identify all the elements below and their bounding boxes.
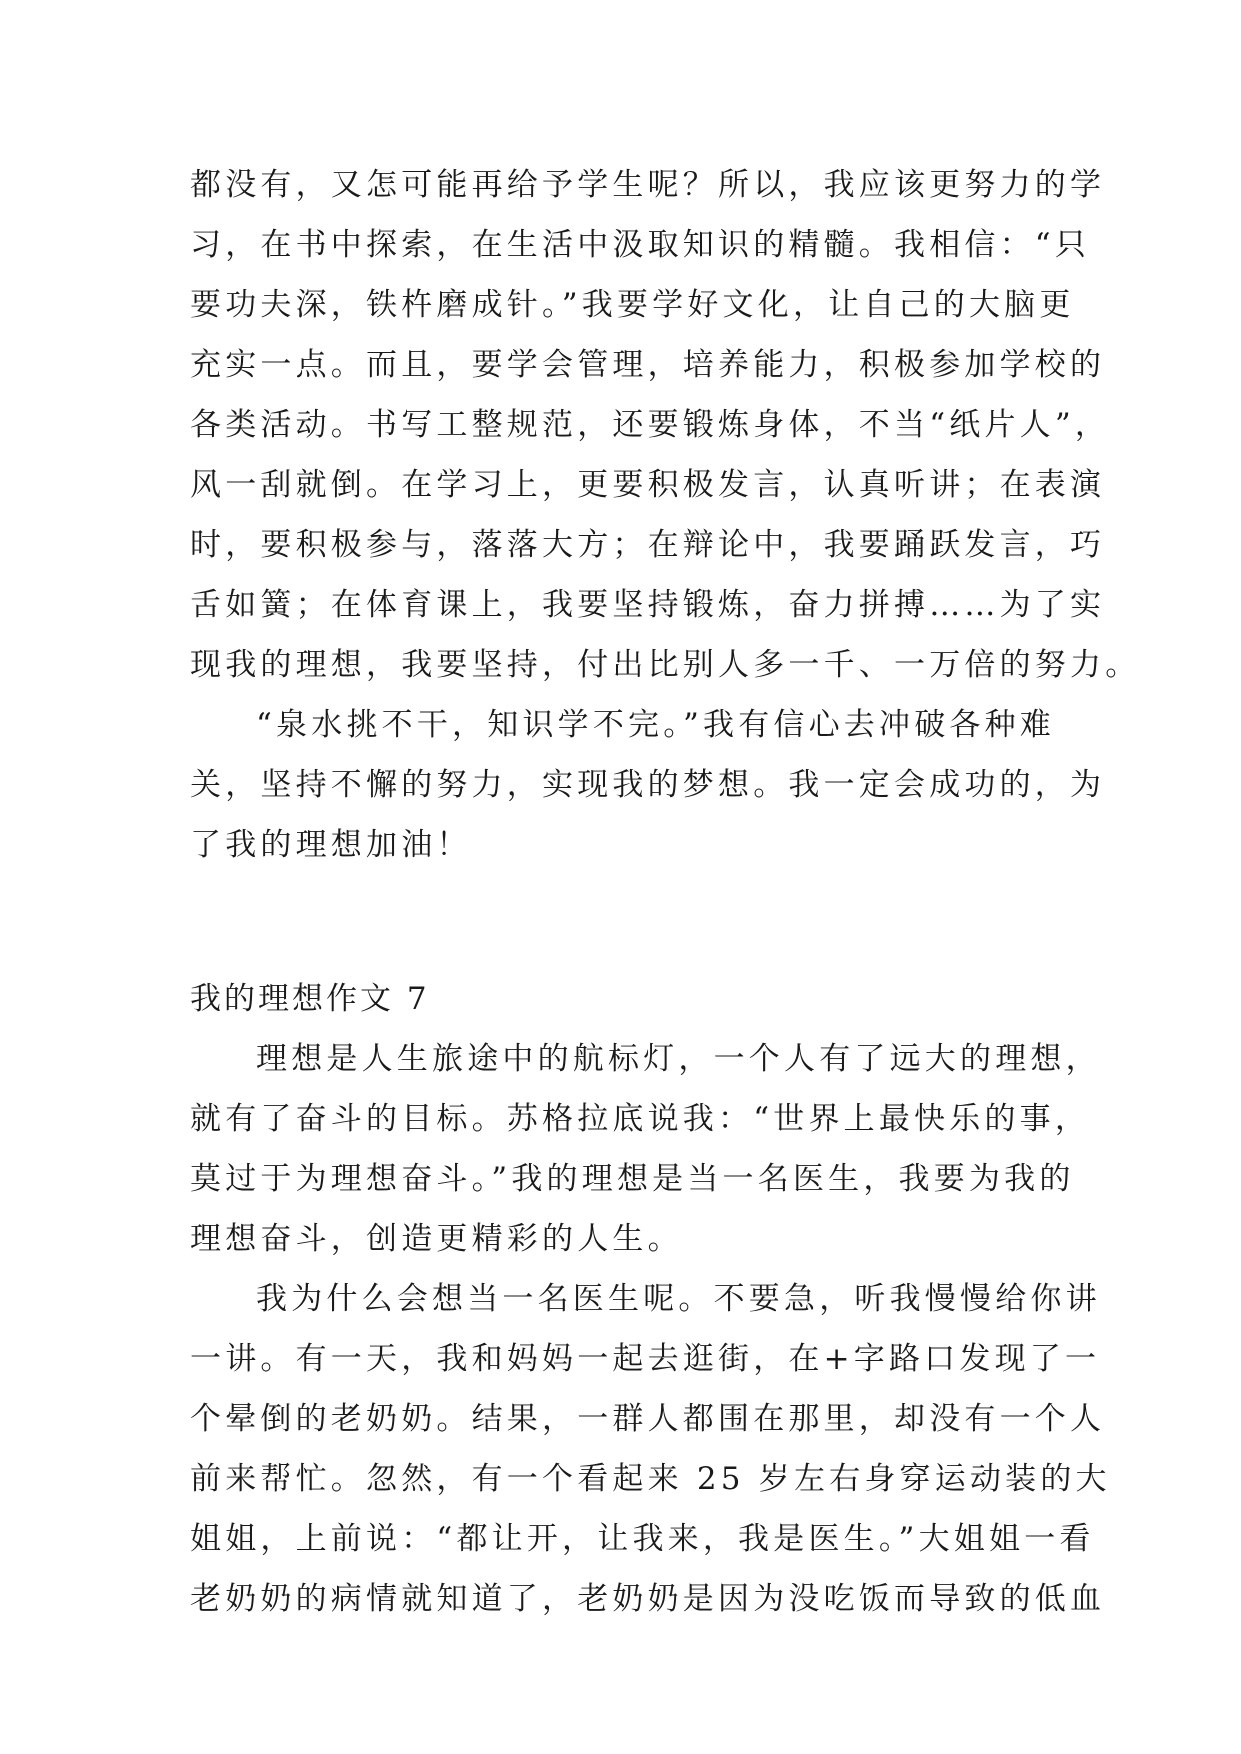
text-line: 姐姐，上前说：“都让开，让我来，我是医生。”大姐姐一看 (190, 1521, 1095, 1557)
text-line: 了我的理想加油！ (190, 827, 472, 863)
text-line: 前来帮忙。忽然，有一个看起来 25 岁左右身穿运动装的大 (190, 1461, 1111, 1497)
text-line: 一讲。有一天，我和妈妈一起去逛街，在+字路口发现了一 (190, 1341, 1101, 1377)
text-line: 关，坚持不懈的努力，实现我的梦想。我一定会成功的，为 (190, 767, 1106, 803)
text-line: 风一刮就倒。在学习上，更要积极发言，认真听讲；在表演 (190, 467, 1106, 503)
text-line: 我为什么会想当一名医生呢。不要急，听我慢慢给你讲 (256, 1281, 1101, 1317)
text-line: 充实一点。而且，要学会管理，培养能力，积极参加学校的 (190, 347, 1106, 383)
text-line: 习，在书中探索，在生活中汲取知识的精髓。我相信：“只 (190, 227, 1091, 263)
text-line: 理想奋斗，创造更精彩的人生。 (190, 1221, 683, 1257)
text-line: 舌如簧；在体育课上，我要坚持锻炼，奋力拼搏……为了实 (190, 587, 1106, 623)
paragraph-conclusion (190, 695, 1106, 875)
text-line: 各类活动。书写工整规范，还要锻炼身体，不当“纸片人”， (190, 407, 1111, 443)
text-line: 都没有，又怎可能再给予学生呢？所以，我应该更努力的学 (190, 167, 1106, 203)
text-line: 时，要积极参与，落落大方；在辩论中，我要踊跃发言，巧 (190, 527, 1106, 563)
text-line: 理想是人生旅途中的航标灯，一个人有了远大的理想， (256, 1041, 1101, 1077)
text-line: 现我的理想，我要坚持，付出比别人多一千、一万倍的努力。 (190, 647, 1141, 683)
text-line: 就有了奋斗的目标。苏格拉底说我：“世界上最快乐的事， (190, 1101, 1091, 1137)
section-spacer (190, 875, 1060, 969)
paragraph-story (190, 1269, 1111, 1629)
paragraph-continued (190, 155, 1141, 695)
text-line: 老奶奶的病情就知道了，老奶奶是因为没吃饭而导致的低血 (190, 1581, 1106, 1617)
essay-title: 我的理想作文 7 (190, 981, 430, 1017)
text-line: “泉水挑不干，知识学不完。”我有信心去冲破各种难 (256, 707, 1055, 743)
document-body (190, 155, 1141, 1629)
text-line: 个晕倒的老奶奶。结果，一群人都围在那里，却没有一个人 (190, 1401, 1106, 1437)
text-line: 要功夫深，铁杵磨成针。”我要学好文化，让自己的大脑更 (190, 287, 1075, 323)
text-line: 莫过于为理想奋斗。”我的理想是当一名医生，我要为我的 (190, 1161, 1075, 1197)
paragraph-intro (190, 1029, 1101, 1269)
